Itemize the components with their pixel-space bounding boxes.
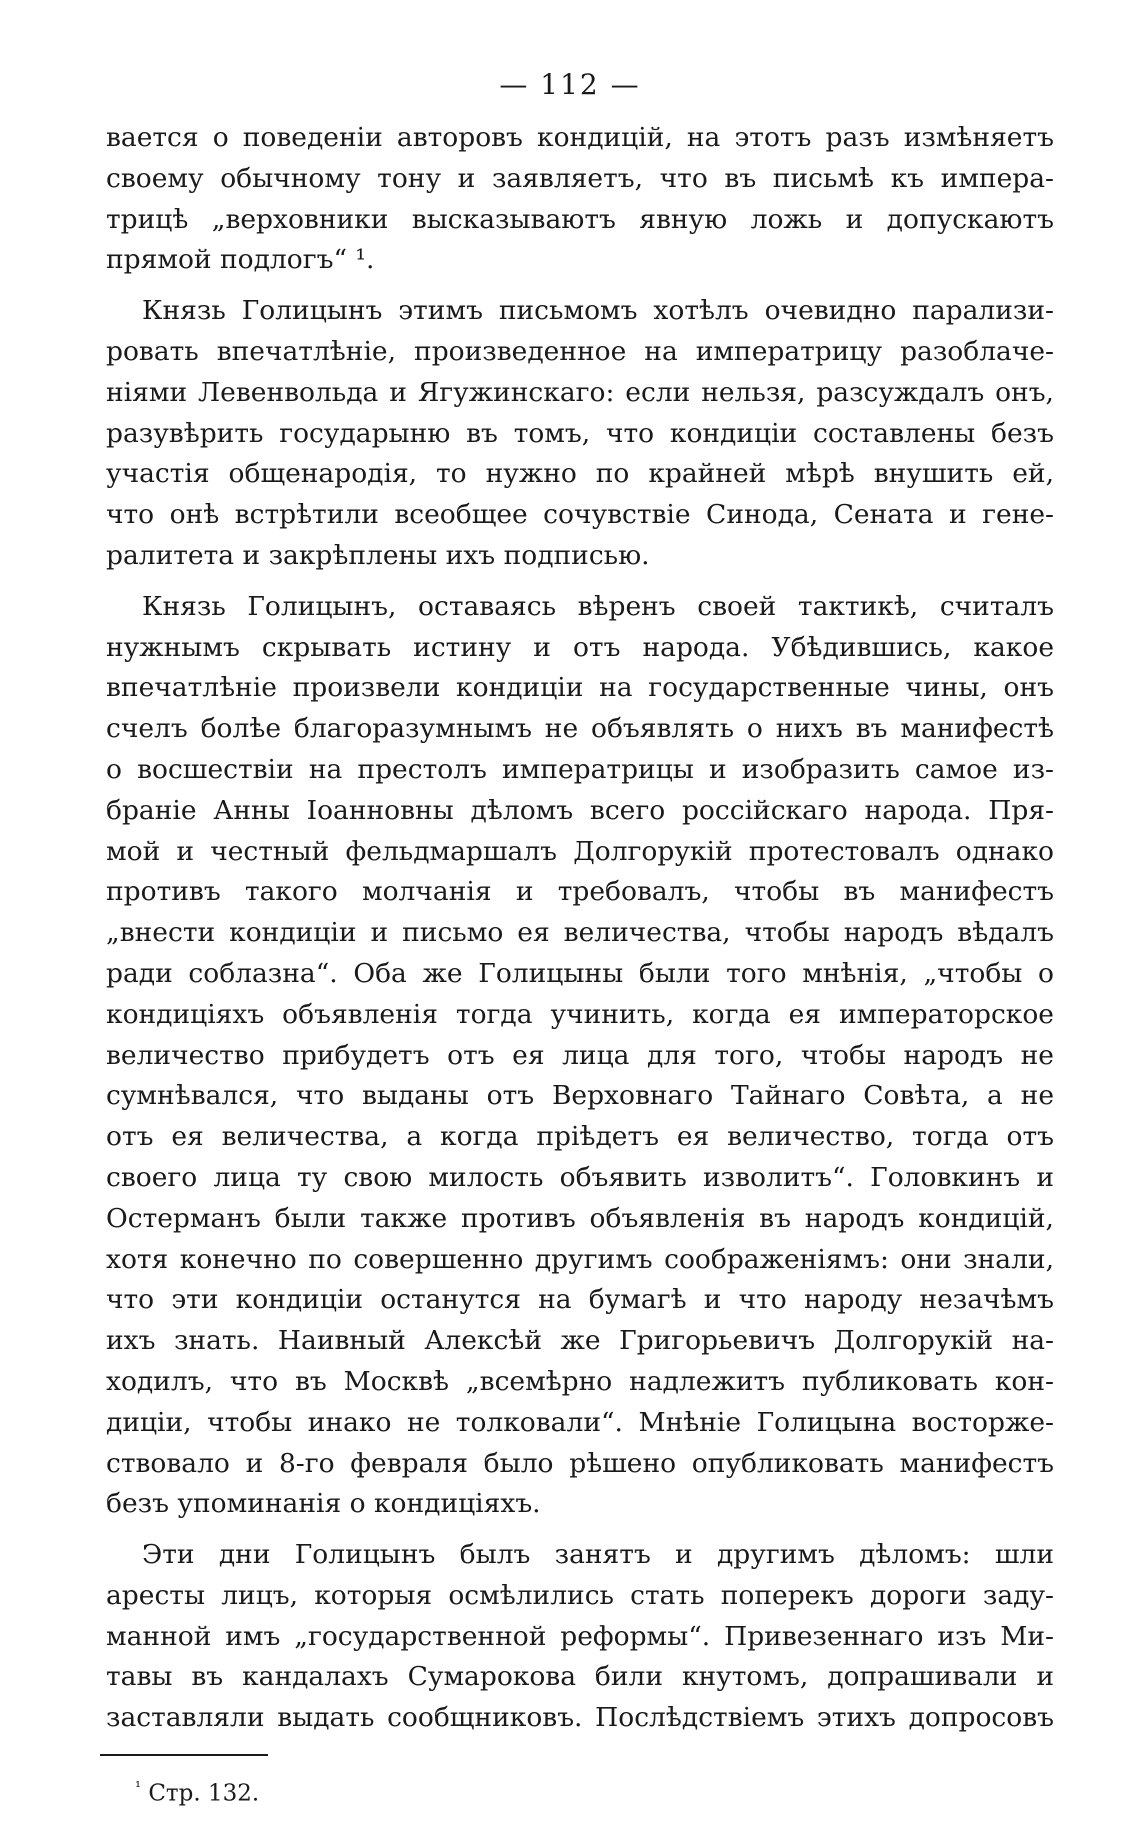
text-line: манной имъ „государственной реформы“. Привезеннаго изъ Ми- — [106, 1620, 1054, 1652]
text-line: дицiи, чтобы инако не толковали“. Мнѣнiе Голицына восторже- — [106, 1406, 1054, 1438]
text-line: своему обычному тону и заявляетъ, что въ письмѣ къ импера- — [106, 162, 1054, 194]
paragraph — [106, 118, 1054, 281]
text-line: сумнѣвался, что выданы отъ Верховнаго Тайнаго Совѣта, а не — [106, 1080, 1054, 1112]
text-line: ходилъ, что въ Москвѣ „всемѣрно надлежитъ публиковать кон- — [106, 1365, 1054, 1397]
text-line: кондицiяхъ объявленiя тогда учинить, когда ея императорское — [106, 998, 1054, 1030]
text-line: величество прибудетъ отъ ея лица для того, чтобы народъ не — [106, 1039, 1054, 1071]
text-line: ствовало и 8-го февраля было рѣшено опубликовать манифестъ — [106, 1447, 1054, 1479]
text-line: противъ такого молчанiя и требовалъ, чтобы въ манифестъ — [106, 876, 1054, 908]
paragraph-gap — [106, 577, 1054, 587]
paragraph-gap — [106, 1525, 1054, 1535]
paragraph — [106, 587, 1054, 1525]
text-line: „внести кондицiи и письмо ея величества, чтобы народъ вѣдалъ — [106, 917, 1054, 949]
footnote-marker: ¹ — [135, 1778, 142, 1796]
footnote — [135, 1772, 259, 1809]
text-line: отъ ея величества, а когда прiѣдетъ ея величество, тогда отъ — [106, 1121, 1054, 1153]
text-line: заставляли выдать сообщниковъ. Послѣдствiемъ этихъ допросовъ — [106, 1702, 1054, 1734]
text-line: ралитета и закрѣплены ихъ подписью. — [106, 539, 650, 571]
footnote-divider — [100, 1754, 268, 1756]
text-line: мой и честный фельдмаршалъ Долгорукiй протестовалъ однако — [106, 835, 1054, 867]
paragraph — [106, 291, 1054, 577]
paragraph — [106, 1535, 1054, 1739]
text-line: безъ упоминанiя о кондицiяхъ. — [106, 1488, 541, 1520]
text-line: аресты лицъ, которыя осмѣлились стать поперекъ дороги заду- — [106, 1579, 1054, 1611]
text-line: участiя общенародiя, то нужно по крайней мѣрѣ внушить ей, — [106, 458, 1054, 490]
text-line: ровать впечатлѣнiе, произведенное на императрицу разоблаче- — [106, 335, 1054, 367]
body-text — [106, 118, 1054, 1739]
text-line: разувѣрить государыню въ томъ, что кондицiи составлены безъ — [106, 417, 1054, 449]
text-line: Остерманъ были также противъ объявленiя въ народъ кондицiй, — [106, 1202, 1054, 1234]
text-line: Князь Голицынъ этимъ письмомъ хотѣлъ очевидно парализи- — [142, 295, 1054, 327]
text-line: ради соблазна“. Оба же Голицыны были того мнѣнiя, „чтобы о — [106, 957, 1054, 989]
text-line: тавы въ кандалахъ Сумарокова били кнутомъ, допрашивали и — [106, 1661, 1054, 1693]
text-line: хотя конечно по совершенно другимъ соображенiямъ: они знали, — [106, 1243, 1054, 1275]
text-line: бранiе Анны Iоанновны дѣломъ всего россiйскаго народа. Пря- — [106, 794, 1054, 826]
text-line: нужнымъ скрывать истину и отъ народа. Убѣдившись, какое — [106, 631, 1054, 663]
text-line: прямой подлогъ“ ¹. — [106, 244, 375, 276]
text-line: трицѣ „верховники высказываютъ явную ложь и допускаютъ — [106, 203, 1054, 235]
footnote-text: Стр. 132. — [148, 1780, 260, 1807]
text-line: счелъ болѣе благоразумнымъ не объявлять о нихъ въ манифестѣ — [106, 713, 1054, 745]
text-line: Эти дни Голицынъ былъ занятъ и другимъ дѣломъ: шли — [142, 1539, 1054, 1571]
paragraph-gap — [106, 281, 1054, 291]
text-line: что эти кондицiи останутся на бумагѣ и что народу незачѣмъ — [106, 1284, 1054, 1316]
text-line: впечатлѣнiе произвели кондицiи на государственные чины, онъ — [106, 672, 1054, 704]
page-number: — 112 — — [499, 68, 641, 101]
text-line: о восшествiи на престолъ императрицы и изобразить самое из- — [106, 753, 1054, 785]
text-line: своего лица ту свою милость объявить изволитъ“. Головкинъ и — [106, 1161, 1054, 1193]
text-line: Князь Голицынъ, оставаясь вѣренъ своей тактикѣ, считалъ — [142, 590, 1054, 622]
text-line: что онѣ встрѣтили всеобщее сочувствiе Синода, Сената и гене- — [106, 499, 1054, 531]
text-line: нiями Левенвольда и Ягужинскаго: если нельзя, разсуждалъ онъ, — [106, 376, 1054, 408]
text-line: вается о поведенiи авторовъ кондицiй, на этотъ разъ измѣняетъ — [106, 122, 1054, 153]
text-line: ихъ знать. Наивный Алексѣй же Григорьевичъ Долгорукiй на- — [106, 1325, 1054, 1357]
